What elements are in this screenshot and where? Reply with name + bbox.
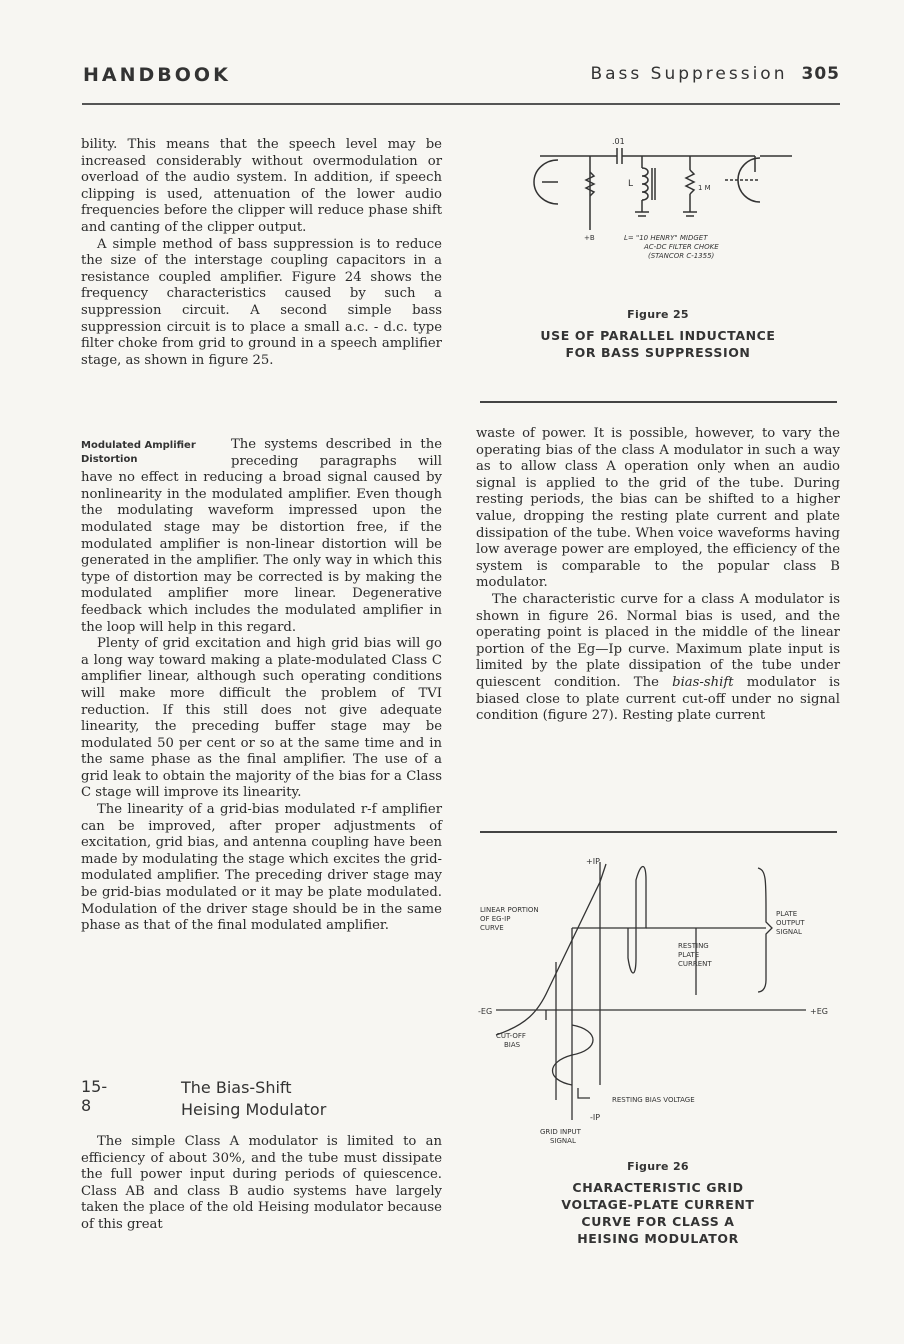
resistor-label: 1 M [698, 184, 711, 192]
plate-output-label: OUTPUT [776, 919, 805, 927]
figure-26-grid-label [530, 1124, 640, 1150]
side-heading-line: Modulated Amplifier [81, 440, 196, 451]
resting-current-label: RESTING [678, 942, 709, 950]
linear-label: OF EG-IP [480, 915, 511, 923]
caption-line: HEISING MODULATOR [577, 1231, 739, 1246]
plate-output-label: PLATE [776, 910, 798, 918]
choke-coil [642, 168, 648, 200]
paragraph: waste of power. It is possible, however, to vary the operating bias of the class A modulator in such a way as to allow class A operation only when an audio signal is applied to the grid of the tube. During resting periods, the bias can be shifted to a higher value, dropping the resting plate current and plate dissipation of the tube. When voice waveforms having low average power are employed, the efficiency of the system is comparable to the popular class B modulator. [476, 426, 840, 591]
section-title-line: Heising Modulator [181, 1100, 327, 1119]
grid-input-label: GRID INPUT [540, 1128, 581, 1136]
figure-rule [480, 831, 837, 833]
figure-25-schematic [520, 132, 800, 267]
side-heading [81, 437, 231, 467]
left-column-bottom [81, 1134, 442, 1234]
text-run: The characteristic curve for a class A modulator is shown in figure 26. Normal bias is used, and the operating point is placed in the middle of the linear portion of the Eg—Ip curve. Maximum plate input is limited by the plate dissipation of the tube under quiescent condition. The [476, 591, 840, 690]
cutoff-label: BIAS [504, 1041, 521, 1049]
paragraph: The simple Class A modulator is limited to an efficiency of about 30%, and the tube must dissipate the full power input during periods of quiescence. Class AB and class B audio systems have largely taken the place of the old Heising modulator because of this great [81, 1134, 442, 1232]
paragraph: The linearity of a grid-bias modulated r-f amplifier can be improved, after proper adjustments of excitation, grid bias, and antenna coupling have been made by modulating the stage which excites the grid-modulated amplifier. The preceding driver stage may be grid-bias modulated or it may be plate modulated. Modulation of the driver stage should be in the same phase as that of the final modulated amplifier. [81, 802, 442, 934]
b-plus-label: +B [584, 234, 595, 242]
resting-bias-label: RESTING BIAS VOLTAGE [612, 1096, 695, 1104]
grid-input-label: SIGNAL [550, 1137, 576, 1145]
running-header-right [590, 64, 840, 84]
cap-label: .01 [612, 137, 625, 146]
plate-output-label: SIGNAL [776, 928, 802, 936]
linear-label: LINEAR PORTION [480, 906, 539, 914]
section-title-line: The Bias-Shift [181, 1078, 292, 1097]
grid-input-waveform [553, 1025, 594, 1085]
characteristic-curve [496, 864, 606, 1035]
plate-output-bracket [758, 868, 772, 992]
header-rule [82, 103, 840, 105]
text-run: modulator is biased close to plate current cut-off under no signal condition (figure 27). Resting plate current [476, 674, 841, 724]
ip-negative-label: -IP [590, 1113, 601, 1122]
paragraph [476, 592, 840, 725]
ip-positive-label: +IP [586, 857, 600, 866]
figure-26-diagram [476, 850, 846, 1130]
left-column-top [81, 137, 442, 369]
linear-label: CURVE [480, 924, 504, 932]
running-header-left: HANDBOOK [83, 64, 231, 86]
figure-number: Figure 26 [627, 1160, 689, 1173]
eg-positive-label: +EG [810, 1007, 828, 1016]
eg-negative-label: -EG [478, 1007, 493, 1016]
caption-line: CHARACTERISTIC GRID [572, 1180, 744, 1195]
choke-label: L [628, 179, 634, 189]
side-heading-line: Distortion [81, 454, 138, 465]
plate-output-waveform [572, 867, 646, 974]
resting-current-label: PLATE [678, 951, 700, 959]
right-column-text [476, 426, 840, 725]
caption-line: FOR BASS SUPPRESSION [565, 345, 751, 360]
figure-26-caption [518, 1158, 798, 1247]
caption-line: USE OF PARALLEL INDUCTANCE [540, 328, 776, 343]
paragraph: bility. This means that the speech level may be increased considerably without overmodulation or overload of the audio system. In addition, if speech clipping is used, attenuation of the lower audio frequencies before the clipper will reduce phase shift and canting of the clipper output. [81, 137, 442, 235]
header-section-title: Bass Suppression [590, 64, 788, 84]
left-column-middle [81, 437, 442, 935]
resting-current-label: CURRENT [678, 960, 712, 968]
paragraph: A simple method of bass suppression is to reduce the size of the interstage coupling capacitors in a resistance coupled amplifier. Figure 24 shows the frequency characteristics caused by such a suppression circuit. A second simple bass suppression circuit is to place a small a.c. - d.c. type filter choke from grid to ground in a speech amplifier stage, as shown in figure 25. [81, 236, 442, 368]
caption-line: VOLTAGE-PLATE CURRENT [561, 1197, 755, 1212]
cutoff-label: CUT-OFF [496, 1032, 526, 1040]
paragraph: The systems described in the preceding paragraphs will have no effect in reducing a broad signal caused by nonlinearity in the modulated amplifier. Even though the modulating waveform impressed upon the modulated stage may be distortion free, if the modulated amplifier is non-linear distortion will be generated in the amplifier. The only way in which this type of distortion may be corrected is by making the modulated amplifier more linear. Degenerative feedback which includes the modulated amplifier in the loop will help in this regard. [81, 437, 442, 635]
section-number: 15-8 [81, 1077, 108, 1115]
caption-line: CURVE FOR CLASS A [581, 1214, 735, 1229]
note-line: L= "10 HENRY" MIDGET [624, 234, 708, 242]
section-title [181, 1077, 421, 1121]
figure-rule [480, 401, 837, 403]
figure-25-caption [518, 306, 798, 361]
italic-term: bias-shift [672, 674, 734, 690]
note-line: (STANCOR C-1355) [648, 252, 715, 260]
note-line: AC-DC FILTER CHOKE [644, 243, 719, 251]
figure-number: Figure 25 [627, 308, 689, 321]
paragraph: Plenty of grid excitation and high grid bias will go a long way toward making a plate-modulated Class C amplifier linear, although such operating conditions will make more difficult the problem of TVI reduction. If this still does not give adequate linearity, the preceding buffer stage may be modulated 50 per cent or so at the same time and in the same phase as the final amplifier. The use of a grid leak to obtain the majority of the bias for a Class C stage will improve its linearity. [81, 636, 442, 801]
bias-marker [578, 1088, 590, 1098]
page-number: 305 [801, 64, 840, 84]
grid-resistor [686, 170, 694, 194]
